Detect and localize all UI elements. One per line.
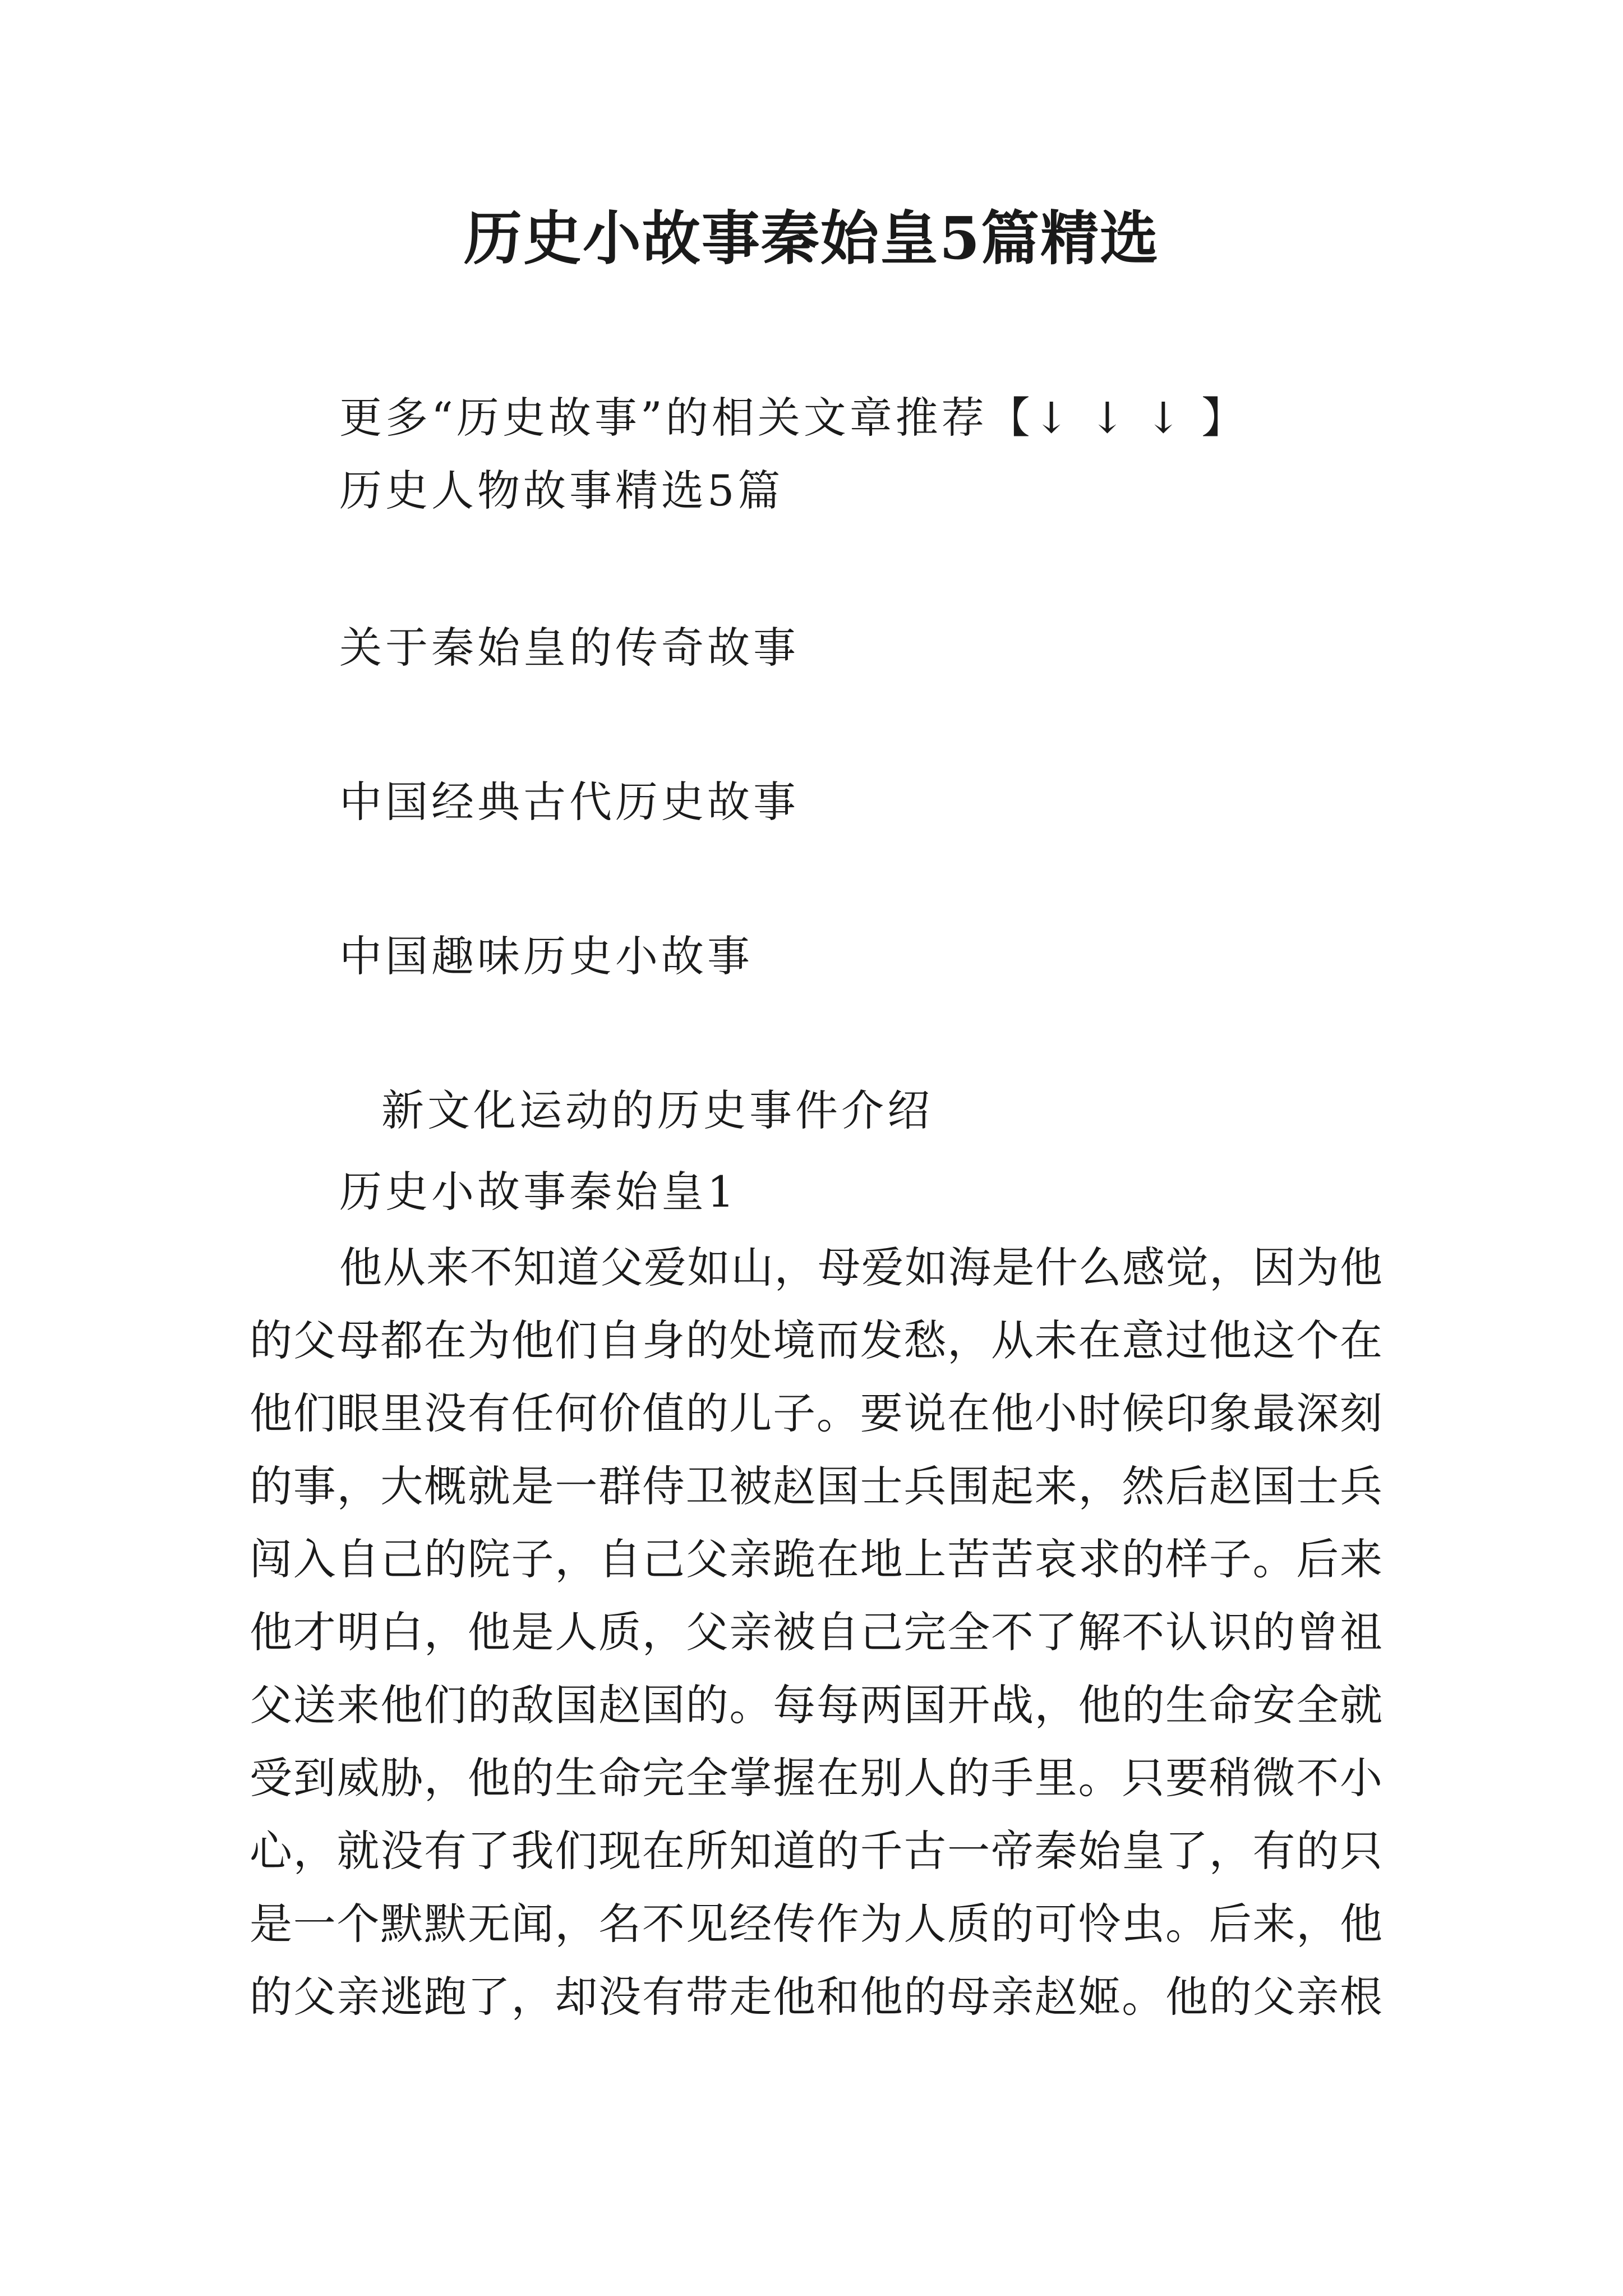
paragraph-line: 他从来不知道父爱如山，母爱如海是什么感觉，因为他 [339, 1243, 1382, 1292]
paragraph-line: 是一个默默无闻，名不见经传作为人质的可怜虫。后来，他 [250, 1899, 1382, 1949]
paragraph-line: 他才明白，他是人质，父亲被自己完全不了解不认识的曾祖 [250, 1607, 1382, 1657]
section-heading: 历史小故事秦始皇1 [339, 1167, 738, 1217]
paragraph-line: 父送来他们的敌国赵国的。每每两国开战，他的生命安全就 [250, 1680, 1382, 1730]
paragraph-line: 他们眼里没有任何价值的儿子。要说在他小时候印象最深刻 [250, 1388, 1382, 1438]
paragraph-line: 的父亲逃跑了，却没有带走他和他的母亲赵姬。他的父亲根 [250, 1972, 1382, 2022]
related-link-5[interactable]: 新文化运动的历史事件介绍 [381, 1085, 933, 1135]
related-link-1[interactable]: 历史人物故事精选5篇 [339, 466, 784, 516]
paragraph-line: 闯入自己的院子，自己父亲跪在地上苦苦哀求的样子。后来 [250, 1534, 1382, 1584]
related-link-3[interactable]: 中国经典古代历史故事 [339, 777, 799, 827]
related-link-4[interactable]: 中国趣味历史小故事 [339, 931, 753, 981]
paragraph-line: 的事，大概就是一群侍卫被赵国士兵围起来，然后赵国士兵 [250, 1461, 1382, 1511]
paragraph-line: 受到威胁，他的生命完全掌握在别人的手里。只要稍微不小 [250, 1753, 1382, 1803]
recommend-line: 更多“历史故事”的相关文章推荐【↓ ↓ ↓ 】 [339, 393, 1248, 443]
related-link-2[interactable]: 关于秦始皇的传奇故事 [339, 623, 799, 673]
paragraph-line: 的父母都在为他们自身的处境而发愁，从未在意过他这个在 [250, 1315, 1382, 1365]
document-title: 历史小故事秦始皇5篇精选 [463, 204, 1160, 273]
paragraph-line: 心，就没有了我们现在所知道的千古一帝秦始皇了，有的只 [250, 1826, 1382, 1876]
